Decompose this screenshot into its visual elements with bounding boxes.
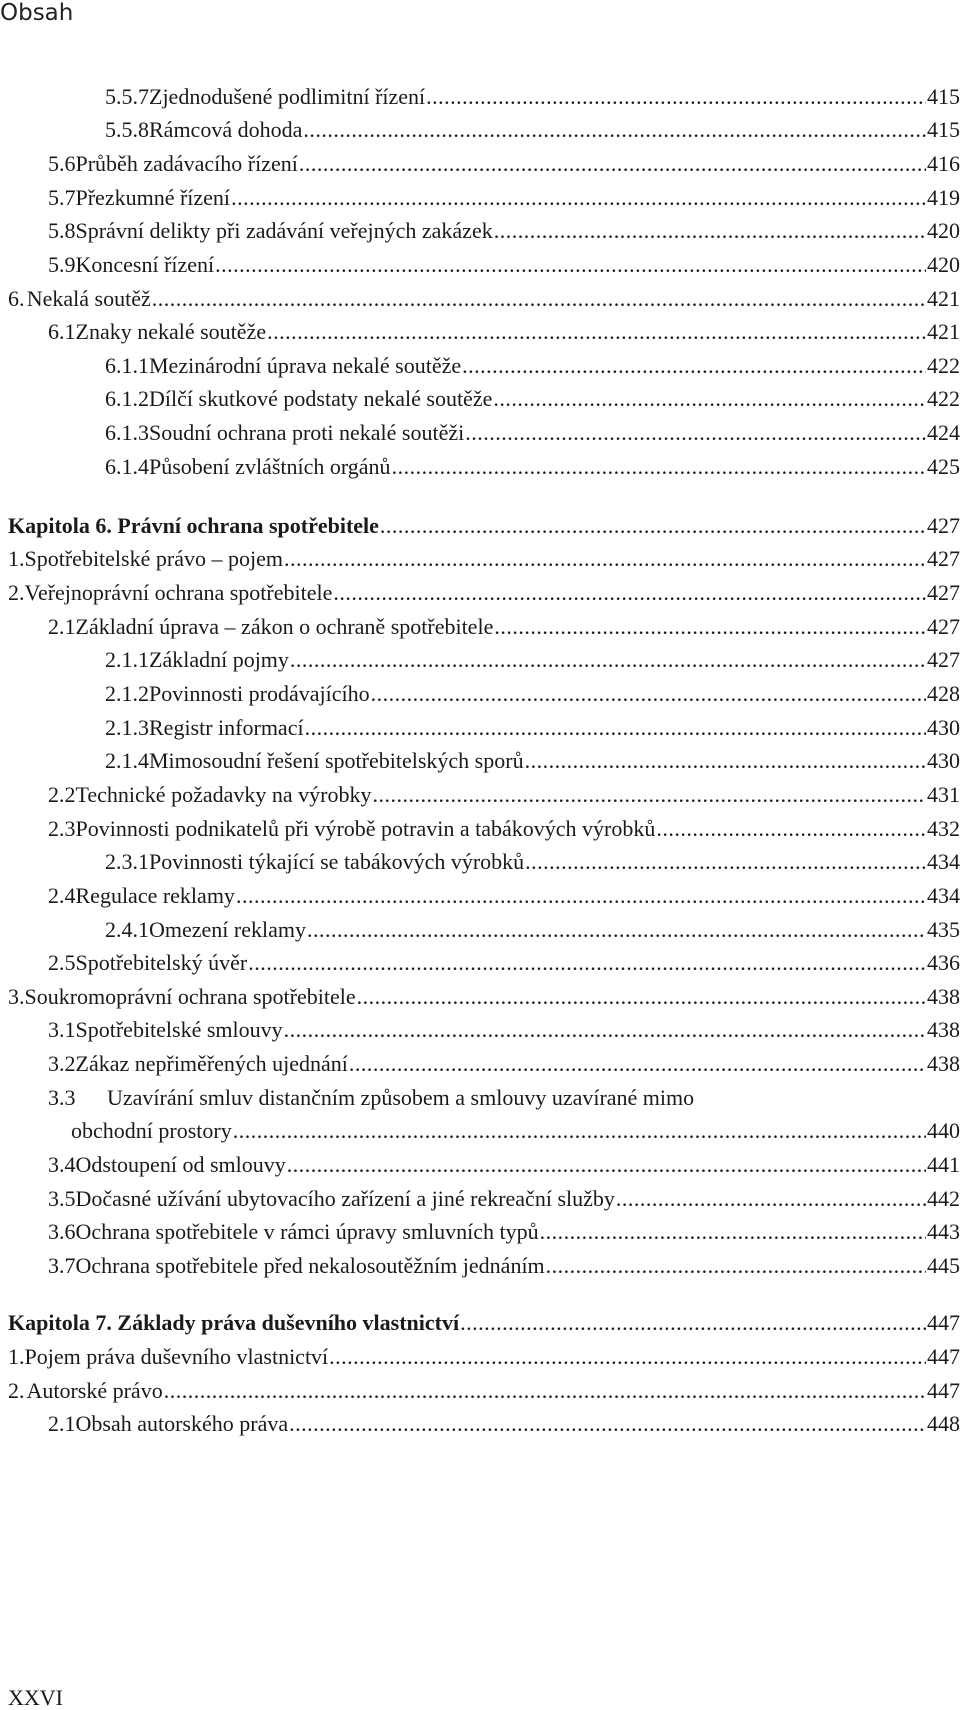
toc-entry-page: 438 (927, 984, 960, 1009)
toc-entry-title: Rámcová dohoda (149, 117, 303, 142)
toc-entry-number: 6. (8, 286, 25, 311)
toc-entry[interactable] (8, 609, 960, 645)
toc-entry-number: 2.2 (48, 782, 76, 807)
toc-entry-title: Zjednodušené podlimitní řízení (149, 84, 426, 109)
toc-entry-number: 3.3 (48, 1085, 76, 1110)
toc-entry-title: Technické požadavky na výrobky (75, 782, 372, 807)
toc-entry-title: Dočasné užívání ubytovacího zařízení a jiné rekreační služby (75, 1186, 615, 1211)
toc-entry[interactable] (8, 112, 960, 148)
toc-dot-leader (494, 609, 926, 645)
toc-dot-leader (525, 844, 926, 880)
toc-entry-number: 2.5 (48, 950, 76, 975)
toc-entry[interactable] (8, 1080, 960, 1116)
toc-entry[interactable] (8, 979, 960, 1015)
toc-entry-title: Registr informací (149, 715, 304, 740)
toc-entry[interactable] (8, 1373, 960, 1409)
toc-dot-leader (546, 1248, 926, 1284)
toc-entry-title: Soukromoprávní ochrana spotřebitele (24, 984, 356, 1009)
toc-entry-number: 6.1.1 (105, 353, 149, 378)
toc-entry[interactable] (8, 247, 960, 283)
toc-dot-leader (380, 508, 926, 544)
toc-entry[interactable] (8, 642, 960, 678)
toc-dot-leader (284, 541, 926, 577)
toc-entry-page: 442 (927, 1186, 960, 1211)
toc-entry-page: 427 (927, 546, 960, 571)
toc-entry[interactable] (8, 777, 960, 813)
toc-entry-title: Veřejnoprávní ochrana spotřebitele (24, 580, 333, 605)
toc-entry-page: 427 (927, 580, 960, 605)
page-header-title: Obsah (0, 0, 74, 26)
toc-dot-leader (525, 743, 926, 779)
toc-entry-title: Povinnosti týkající se tabákových výrobků (149, 849, 525, 874)
toc-entry[interactable] (8, 575, 960, 611)
toc-entry-page: 447 (927, 1344, 960, 1369)
toc-entry-number: 5.7 (48, 185, 76, 210)
toc-dot-leader (462, 348, 926, 384)
toc-entry[interactable] (8, 1012, 960, 1048)
toc-entry-title: Průběh zadávacího řízení (75, 151, 298, 176)
toc-entry[interactable] (8, 743, 960, 779)
toc-entry-title: Přezkumné řízení (75, 185, 231, 210)
toc-entry-title: Nekalá soutěž (26, 286, 151, 311)
toc-entry[interactable] (8, 381, 960, 417)
toc-entry-page: 425 (927, 454, 960, 479)
page-folio: XXVI (8, 1685, 63, 1710)
toc-dot-leader (371, 676, 926, 712)
toc-entry-number: 6.1.2 (105, 386, 149, 411)
toc-entry[interactable] (8, 1046, 960, 1082)
toc-entry-title: Působení zvláštních orgánů (149, 454, 391, 479)
toc-entry-title: Základní úprava – zákon o ochraně spotřebitele (75, 614, 494, 639)
toc-entry-title: Znaky nekalé soutěže (75, 319, 267, 344)
toc-entry-title: Odstoupení od smlouvy (75, 1152, 286, 1177)
toc-entry-title: Dílčí skutkové podstaty nekalé soutěže (149, 386, 493, 411)
toc-dot-leader (299, 146, 926, 182)
toc-dot-leader (494, 213, 926, 249)
toc-entry[interactable] (8, 281, 960, 317)
toc-entry[interactable] (8, 213, 960, 249)
toc-dot-leader (303, 112, 926, 148)
toc-entry-page: 428 (927, 681, 960, 706)
toc-chapter-title: Kapitola 6. Právní ochrana spotřebitele (8, 513, 379, 538)
toc-entry-continuation[interactable] (8, 1113, 960, 1149)
toc-dot-leader (290, 642, 926, 678)
toc-entry-number: 3.2 (48, 1051, 76, 1076)
toc-entry-page: 427 (927, 513, 960, 538)
toc-entry-page: 447 (927, 1310, 960, 1335)
toc-entry-title: Správní delikty při zadávání veřejných zakázek (75, 218, 493, 243)
toc-entry[interactable] (8, 348, 960, 384)
toc-entry-page: 420 (927, 218, 960, 243)
toc-dot-leader (616, 1181, 926, 1217)
toc-dot-leader (248, 945, 926, 981)
toc-chapter-title: Kapitola 7. Základy práva duševního vlastnictví (8, 1310, 460, 1335)
toc-entry-title: Uzavírání smluv distančním způsobem a smlouvy uzavírané mimo (107, 1085, 695, 1110)
toc-entry-title: Ochrana spotřebitele před nekalosoutěžním jednáním (75, 1253, 545, 1278)
toc-entry-page: 438 (927, 1017, 960, 1042)
toc-dot-leader (231, 180, 926, 216)
toc-dot-leader (426, 79, 926, 115)
toc-entry-title: Regulace reklamy (75, 883, 235, 908)
toc-dot-leader (392, 449, 926, 485)
toc-entry-page: 419 (927, 185, 960, 210)
toc-dot-leader (152, 281, 926, 317)
toc-entry[interactable] (8, 676, 960, 712)
toc-entry-title: Koncesní řízení (75, 252, 215, 277)
toc-dot-leader (656, 811, 926, 847)
toc-entry-page: 434 (927, 883, 960, 908)
toc-entry[interactable] (8, 1181, 960, 1217)
toc-entry[interactable] (8, 314, 960, 350)
toc-dot-leader (357, 979, 926, 1015)
toc-entry-title: Soudní ochrana proti nekalé soutěži (149, 420, 465, 445)
toc-dot-leader (540, 1214, 926, 1250)
toc-entry-number: 5.5.7 (105, 84, 149, 109)
toc-entry-page: 420 (927, 252, 960, 277)
toc-dot-leader (493, 381, 926, 417)
toc-entry-number: 2.1.2 (105, 681, 149, 706)
toc-entry[interactable] (8, 541, 960, 577)
toc-dot-leader (164, 1373, 926, 1409)
toc-entry[interactable] (8, 79, 960, 115)
toc-entry-title: Autorské právo (26, 1378, 163, 1403)
toc-entry-number: 2.1 (48, 614, 76, 639)
toc-entry-page: 430 (927, 748, 960, 773)
toc-entry-number: 2.1.3 (105, 715, 149, 740)
toc-entry-number: 2. (8, 580, 25, 605)
toc-entry-page: 432 (927, 816, 960, 841)
toc-dot-leader (289, 1406, 926, 1442)
toc-entry-page: 436 (927, 950, 960, 975)
toc-entry-page: 421 (927, 286, 960, 311)
toc-dot-leader (287, 1147, 926, 1183)
toc-chapter-heading[interactable] (8, 508, 960, 544)
toc-entry-number: 2.4.1 (105, 917, 149, 942)
toc-entry-number: 6.1.3 (105, 420, 149, 445)
toc-dot-leader (349, 1046, 926, 1082)
toc-entry-number: 2.3 (48, 816, 76, 841)
toc-entry-number: 2. (8, 1378, 25, 1403)
toc-entry-page: 445 (927, 1253, 960, 1278)
toc-entry-title: Mezinárodní úprava nekalé soutěže (149, 353, 462, 378)
toc-entry-title: Omezení reklamy (149, 917, 306, 942)
toc-entry-page: 421 (927, 319, 960, 344)
toc-dot-leader (215, 247, 926, 283)
toc-entry-number: 2.1.4 (105, 748, 149, 773)
toc-entry-page: 431 (927, 782, 960, 807)
toc-entry-title: Povinnosti prodávajícího (149, 681, 370, 706)
toc-dot-leader (236, 878, 926, 914)
toc-entry-page: 440 (927, 1118, 960, 1143)
toc-entry[interactable] (8, 844, 960, 880)
toc-entry-number: 6.1 (48, 319, 76, 344)
toc-entry-title: Obsah autorského práva (75, 1411, 289, 1436)
toc-entry-title: Ochrana spotřebitele v rámci úpravy smluvních typů (75, 1219, 539, 1244)
toc-entry-number: 3.5 (48, 1186, 76, 1211)
toc-dot-leader (284, 1012, 926, 1048)
toc-entry-page: 424 (927, 420, 960, 445)
toc-entry-number: 1. (8, 1344, 25, 1369)
toc-entry-page: 434 (927, 849, 960, 874)
toc-entry-title-continued: obchodní prostory (71, 1118, 232, 1143)
toc-entry-number: 5.8 (48, 218, 76, 243)
toc-entry-title: Spotřebitelské smlouvy (75, 1017, 283, 1042)
toc-entry[interactable] (8, 945, 960, 981)
toc-entry-number: 6.1.4 (105, 454, 149, 479)
toc-entry-title: Spotřebitelské právo – pojem (24, 546, 283, 571)
toc-entry[interactable] (8, 912, 960, 948)
toc-entry-number: 5.6 (48, 151, 76, 176)
toc-dot-leader (333, 575, 926, 611)
toc-entry-page: 415 (927, 117, 960, 142)
toc-dot-leader (267, 314, 926, 350)
toc-entry-page: 427 (927, 647, 960, 672)
toc-entry-number: 5.5.8 (105, 117, 149, 142)
toc-dot-leader (305, 710, 926, 746)
toc-entry-page: 427 (927, 614, 960, 639)
toc-entry[interactable] (8, 710, 960, 746)
toc-dot-leader (233, 1113, 926, 1149)
toc-entry[interactable] (8, 1339, 960, 1375)
toc-entry[interactable] (8, 180, 960, 216)
toc-entry-page: 443 (927, 1219, 960, 1244)
toc-entry-page: 415 (927, 84, 960, 109)
toc-dot-leader (307, 912, 926, 948)
toc-entry-number: 2.3.1 (105, 849, 149, 874)
toc-entry[interactable] (8, 415, 960, 451)
toc-entry-page: 438 (927, 1051, 960, 1076)
toc-entry-number: 3.7 (48, 1253, 76, 1278)
toc-entry[interactable] (8, 1248, 960, 1284)
toc-entry-number: 2.1.1 (105, 647, 149, 672)
toc-entry-number: 5.9 (48, 252, 76, 277)
toc-dot-leader (465, 415, 926, 451)
toc-entry-number: 3.6 (48, 1219, 76, 1244)
toc-entry-title: Základní pojmy (149, 647, 289, 672)
toc-entry-page: 430 (927, 715, 960, 740)
toc-entry-page: 447 (927, 1378, 960, 1403)
toc-entry-number: 1. (8, 546, 25, 571)
toc-entry-page: 422 (927, 386, 960, 411)
toc-entry[interactable] (8, 1406, 960, 1442)
toc-entry-page: 416 (927, 151, 960, 176)
toc-entry-title: Mimosoudní řešení spotřebitelských sporů (149, 748, 524, 773)
toc-entry-page: 422 (927, 353, 960, 378)
toc-entry-number: 2.4 (48, 883, 76, 908)
toc-entry-number: 3.4 (48, 1152, 76, 1177)
toc-dot-leader (460, 1305, 926, 1341)
toc-entry-page: 435 (927, 917, 960, 942)
toc-entry[interactable] (8, 1214, 960, 1250)
toc-entry-title: Zákaz nepřiměřených ujednání (75, 1051, 348, 1076)
toc-entry-title: Pojem práva duševního vlastnictví (24, 1344, 329, 1369)
toc-entry-number: 3.1 (48, 1017, 76, 1042)
toc-entry-page: 441 (927, 1152, 960, 1177)
toc-entry[interactable] (8, 811, 960, 847)
toc-dot-leader (329, 1339, 926, 1375)
toc-entry-number: 2.1 (48, 1411, 76, 1436)
toc-entry-title: Spotřebitelský úvěr (75, 950, 248, 975)
toc-entry[interactable] (8, 1147, 960, 1183)
toc-chapter-heading[interactable] (8, 1305, 960, 1341)
toc-entry-title: Povinnosti podnikatelů při výrobě potravin a tabákových výrobků (75, 816, 656, 841)
toc-dot-leader (372, 777, 926, 813)
toc-entry[interactable] (8, 449, 960, 485)
toc-entry[interactable] (8, 878, 960, 914)
toc-entry[interactable] (8, 146, 960, 182)
toc-entry-number: 3. (8, 984, 25, 1009)
toc-entry-page: 448 (927, 1411, 960, 1436)
